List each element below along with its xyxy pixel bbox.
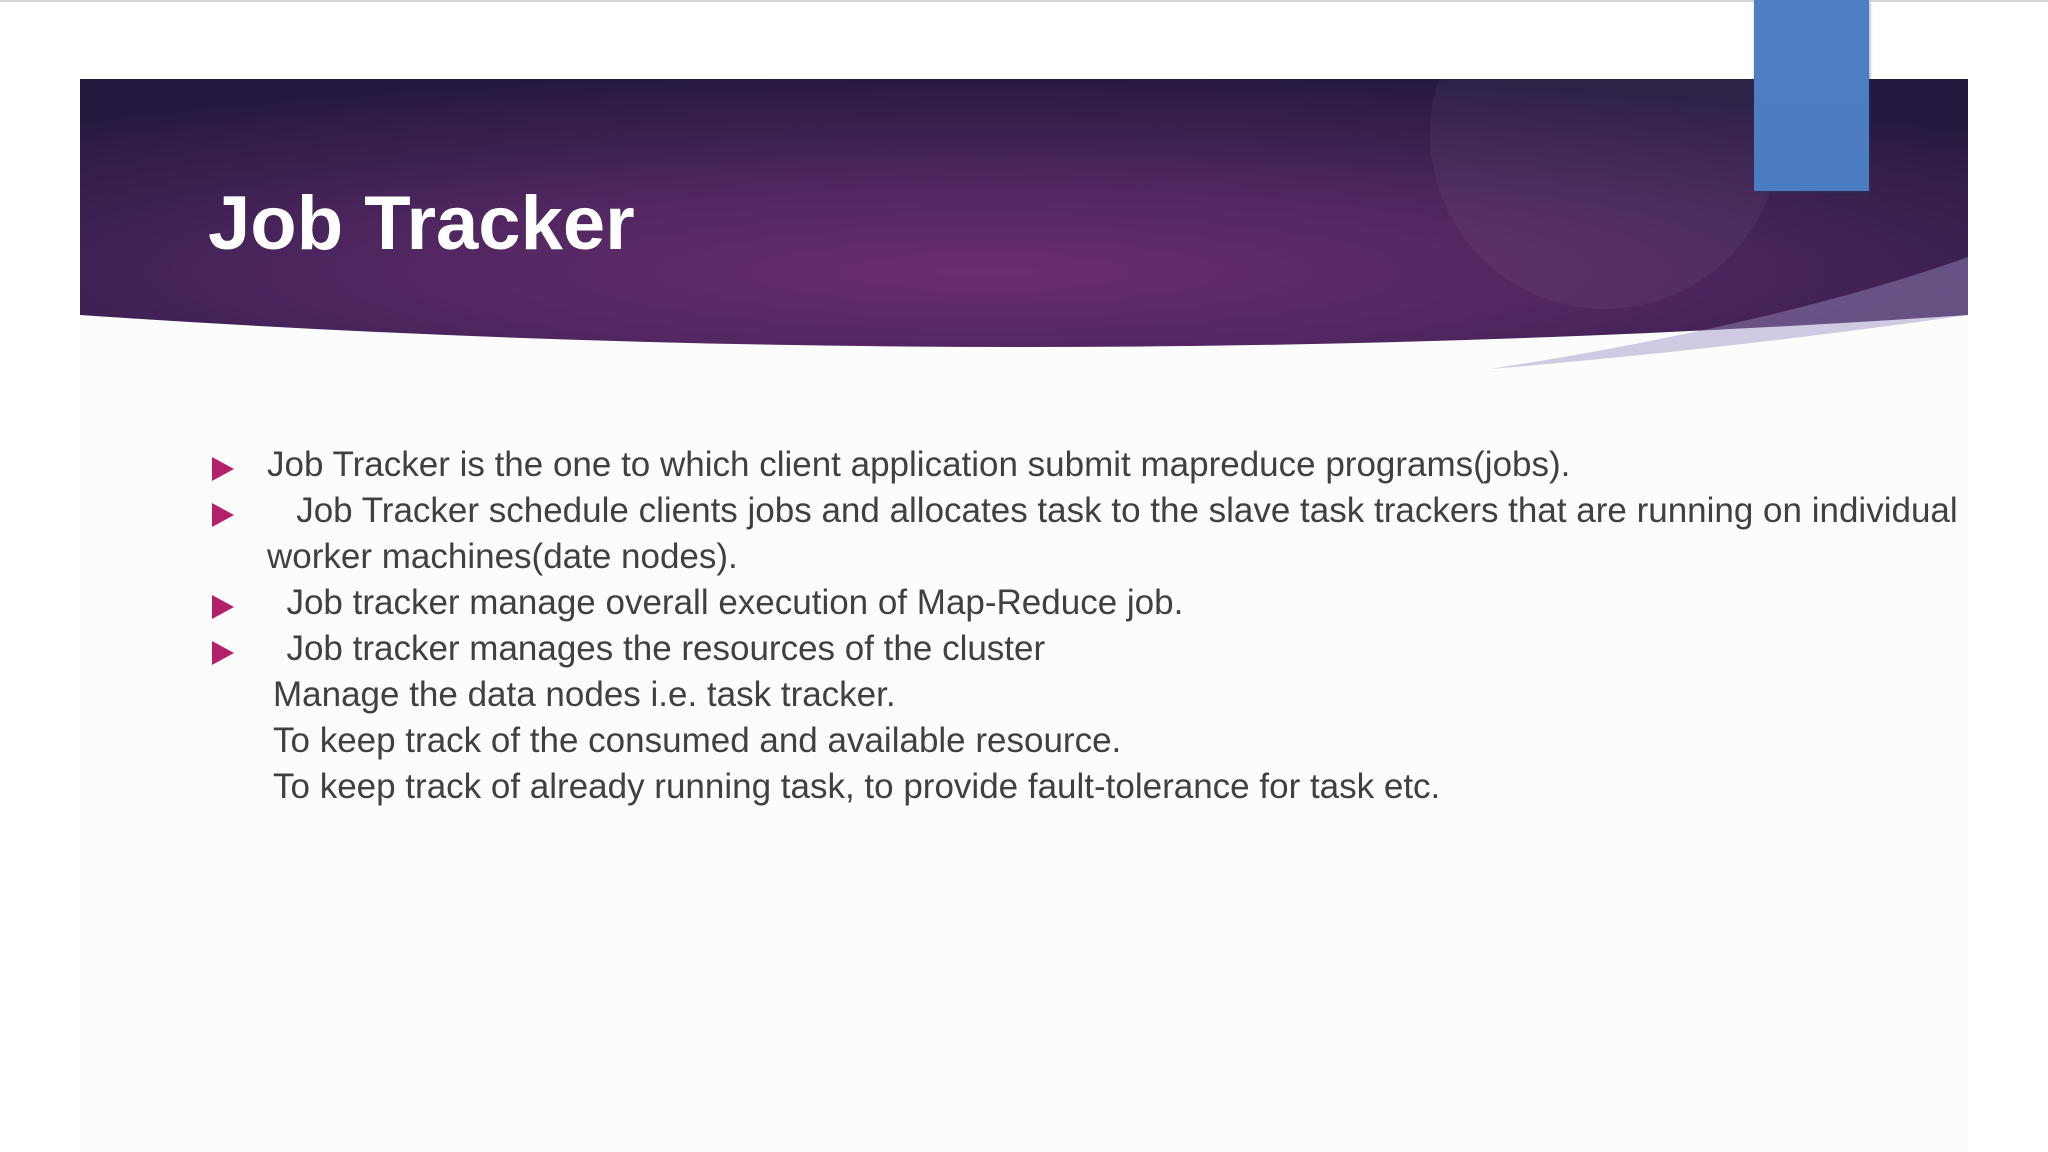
- list-item: [208, 488, 1968, 580]
- bookmark-tab: [1754, 0, 1869, 191]
- sub-line: To keep track of the consumed and available resource.: [273, 721, 1122, 760]
- top-divider: [0, 0, 2048, 2]
- bullet-list: [208, 442, 1968, 810]
- list-item: [208, 626, 1968, 672]
- right-triangle-icon: [212, 503, 234, 527]
- sub-line: Manage the data nodes i.e. task tracker.: [273, 675, 896, 714]
- bullet-text: Job tracker manages the resources of the cluster: [267, 629, 1046, 668]
- right-triangle-icon: [212, 641, 234, 665]
- right-triangle-icon: [212, 457, 234, 481]
- bullet-text: Job Tracker schedule clients jobs and allocates task to the slave task trackers that are running on individual worker machines(date nodes).: [267, 491, 1968, 576]
- slide-title: Job Tracker: [208, 181, 635, 266]
- bullet-text: Job tracker manage overall execution of Map-Reduce job.: [267, 583, 1184, 622]
- bullet-text: Job Tracker is the one to which client application submit mapreduce programs(jobs).: [267, 445, 1571, 484]
- sub-line: To keep track of already running task, to provide fault-tolerance for task etc.: [273, 767, 1441, 806]
- right-triangle-icon: [212, 595, 234, 619]
- list-item: [208, 442, 1968, 488]
- list-item: [208, 580, 1968, 626]
